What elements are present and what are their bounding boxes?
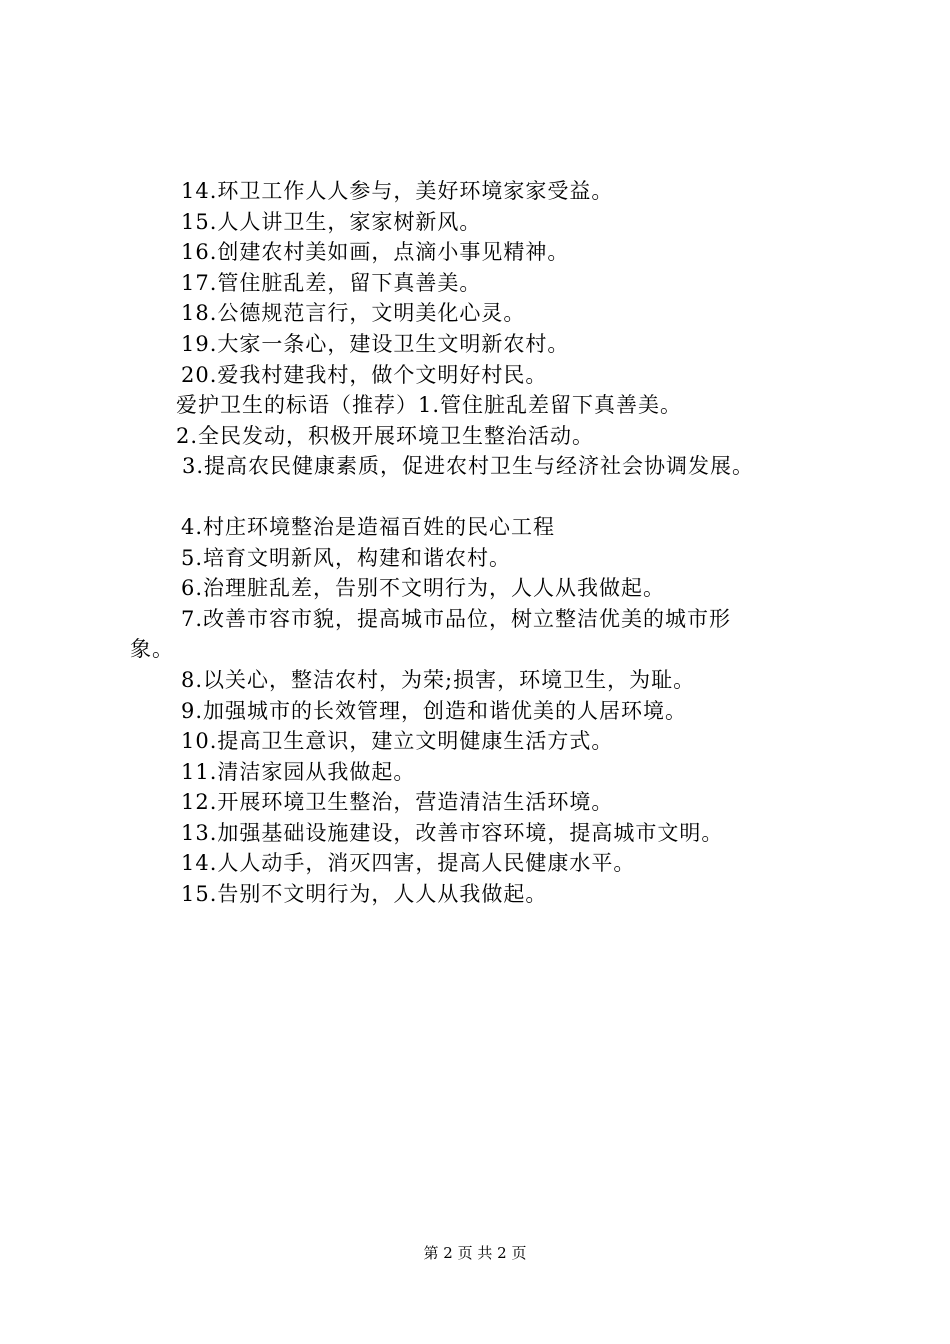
slogan-line: 8.以关心，整洁农村，为荣;损害，环境卫生，为耻。: [181, 667, 696, 692]
slogan-line: 18.公德规范言行，文明美化心灵。: [181, 301, 526, 326]
slogan-line: 10.提高卫生意识，建立文明健康生活方式。: [181, 729, 614, 754]
slogan-line: 12.开展环境卫生整治，营造清洁生活环境。: [181, 790, 614, 815]
slogan-line: 14.人人动手，消灭四害，提高人民健康水平。: [181, 851, 636, 876]
slogan-line: 15.人人讲卫生，家家树新风。: [181, 209, 482, 234]
slogan-line: 13.加强基础设施建设，改善市容环境，提高城市文明。: [181, 820, 724, 845]
slogan-line: 7.改善市容市貌，提高城市品位，树立整洁优美的城市形: [181, 606, 732, 631]
slogan-line: 19.大家一条心，建设卫生文明新农村。: [181, 331, 570, 356]
slogan-line: 11.清洁家园从我做起。: [181, 759, 416, 784]
paragraph-gap: [130, 482, 910, 512]
slogan-line: 14.环卫工作人人参与，美好环境家家受益。: [181, 179, 614, 203]
section-heading-line: 爱护卫生的标语（推荐）1.管住脏乱差留下真善美。: [176, 393, 683, 418]
slogan-line: 3.提高农民健康素质，促进农村卫生与经济社会协调发展。: [182, 454, 755, 479]
slogan-line: 6.治理脏乱差，告别不文明行为，人人从我做起。: [181, 576, 666, 601]
slogan-line: 2.全民发动，积极开展环境卫生整治活动。: [176, 423, 595, 448]
document-body: [130, 176, 910, 910]
page-footer: 第 2 页 共 2 页: [423, 1244, 527, 1262]
slogan-line: 15.告别不文明行为，人人从我做起。: [181, 882, 548, 907]
slogan-line: 16.创建农村美如画，点滴小事见精神。: [181, 240, 570, 265]
slogan-line: 9.加强城市的长效管理，创造和谐优美的人居环境。: [181, 698, 688, 723]
slogan-line: 4.村庄环境整治是造福百姓的民心工程: [181, 514, 556, 539]
slogan-line-continued: 象。: [130, 637, 174, 662]
slogan-line: 5.培育文明新风，构建和谐农村。: [181, 545, 512, 570]
slogan-line: 20.爱我村建我村，做个文明好村民。: [181, 362, 548, 387]
slogan-line: 17.管住脏乱差，留下真善美。: [181, 270, 482, 295]
